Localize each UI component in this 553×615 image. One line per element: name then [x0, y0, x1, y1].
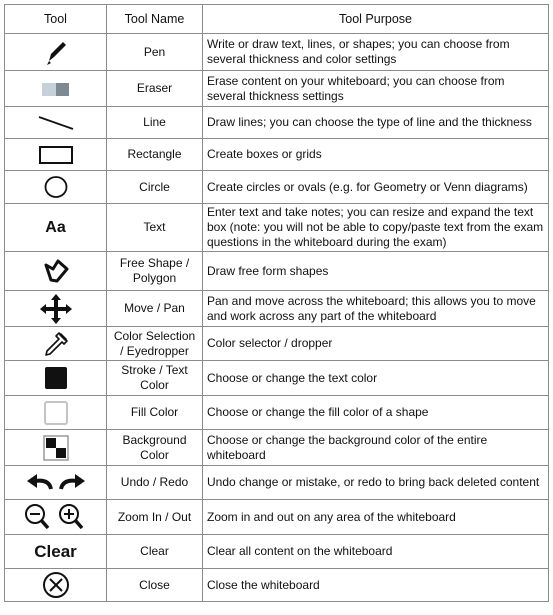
table-row	[5, 34, 549, 71]
header-tool-purpose: Tool Purpose	[203, 5, 549, 34]
tool-purpose: Create circles or ovals (e.g. for Geometry or Venn diagrams)	[203, 171, 549, 204]
move-pan-icon	[39, 294, 73, 324]
table-row	[5, 500, 549, 535]
tool-name: Stroke / Text Color	[107, 361, 203, 396]
eyedropper-icon	[41, 329, 71, 359]
tool-purpose: Draw lines; you can choose the type of line and the thickness	[203, 107, 549, 139]
pen-icon	[41, 37, 71, 67]
tool-name: Move / Pan	[107, 291, 203, 327]
tool-purpose: Choose or change the background color of the entire whiteboard	[203, 430, 549, 466]
table-row	[5, 171, 549, 204]
tool-purpose: Close the whiteboard	[203, 569, 549, 602]
tool-purpose: Undo change or mistake, or redo to bring back deleted content	[203, 466, 549, 500]
tool-name: Eraser	[107, 71, 203, 107]
table-row	[5, 569, 549, 602]
zoom-in-out-icon	[23, 502, 89, 532]
table-row	[5, 396, 549, 430]
eraser-icon	[39, 78, 73, 100]
table-row	[5, 204, 549, 252]
tool-purpose: Erase content on your whiteboard; you can choose from several thickness settings	[203, 71, 549, 107]
tool-name: Circle	[107, 171, 203, 204]
header-tool-name: Tool Name	[107, 5, 203, 34]
tool-purpose: Clear all content on the whiteboard	[203, 535, 549, 569]
tool-purpose: Choose or change the text color	[203, 361, 549, 396]
tool-purpose: Zoom in and out on any area of the whiteboard	[203, 500, 549, 535]
header-row	[5, 5, 549, 34]
line-icon	[35, 113, 77, 133]
undo-redo-icon	[23, 471, 89, 495]
tool-name: Text	[107, 204, 203, 252]
tool-name: Fill Color	[107, 396, 203, 430]
rectangle-icon	[36, 144, 76, 166]
background-color-icon	[42, 434, 70, 462]
tool-purpose: Color selector / dropper	[203, 327, 549, 361]
tool-name: Background Color	[107, 430, 203, 466]
tools-table	[4, 4, 549, 602]
tool-purpose: Pan and move across the whiteboard; this allows you to move and work across any part of the whiteboard	[203, 291, 549, 327]
circle-icon	[42, 174, 70, 200]
tool-name: Color Selection / Eyedropper	[107, 327, 203, 361]
tool-name: Undo / Redo	[107, 466, 203, 500]
table-row	[5, 71, 549, 107]
tool-name: Zoom In / Out	[107, 500, 203, 535]
clear-icon: Clear	[34, 541, 77, 561]
table-row	[5, 466, 549, 500]
header-tool: Tool	[5, 5, 107, 34]
free-shape-icon	[41, 257, 71, 285]
table-row	[5, 291, 549, 327]
tool-name: Free Shape / Polygon	[107, 252, 203, 291]
tool-name: Pen	[107, 34, 203, 71]
tool-purpose: Enter text and take notes; you can resize and expand the text box (note: you will not be able to copy/paste text from the exam questions in the whiteboard during the exam)	[203, 204, 549, 252]
tool-purpose: Write or draw text, lines, or shapes; you can choose from several thickness and color settings	[203, 34, 549, 71]
table-row	[5, 139, 549, 171]
text-icon: Aa	[45, 218, 66, 236]
table-row	[5, 327, 549, 361]
tool-name: Clear	[107, 535, 203, 569]
stroke-color-icon	[43, 365, 69, 391]
tool-purpose: Create boxes or grids	[203, 139, 549, 171]
table-row	[5, 430, 549, 466]
table-row	[5, 361, 549, 396]
table-row	[5, 252, 549, 291]
close-icon	[41, 570, 71, 600]
tool-purpose: Draw free form shapes	[203, 252, 549, 291]
tool-name: Close	[107, 569, 203, 602]
tool-purpose: Choose or change the fill color of a shape	[203, 396, 549, 430]
table-row	[5, 107, 549, 139]
fill-color-icon	[43, 400, 69, 426]
tool-name: Line	[107, 107, 203, 139]
tool-name: Rectangle	[107, 139, 203, 171]
table-row	[5, 535, 549, 569]
